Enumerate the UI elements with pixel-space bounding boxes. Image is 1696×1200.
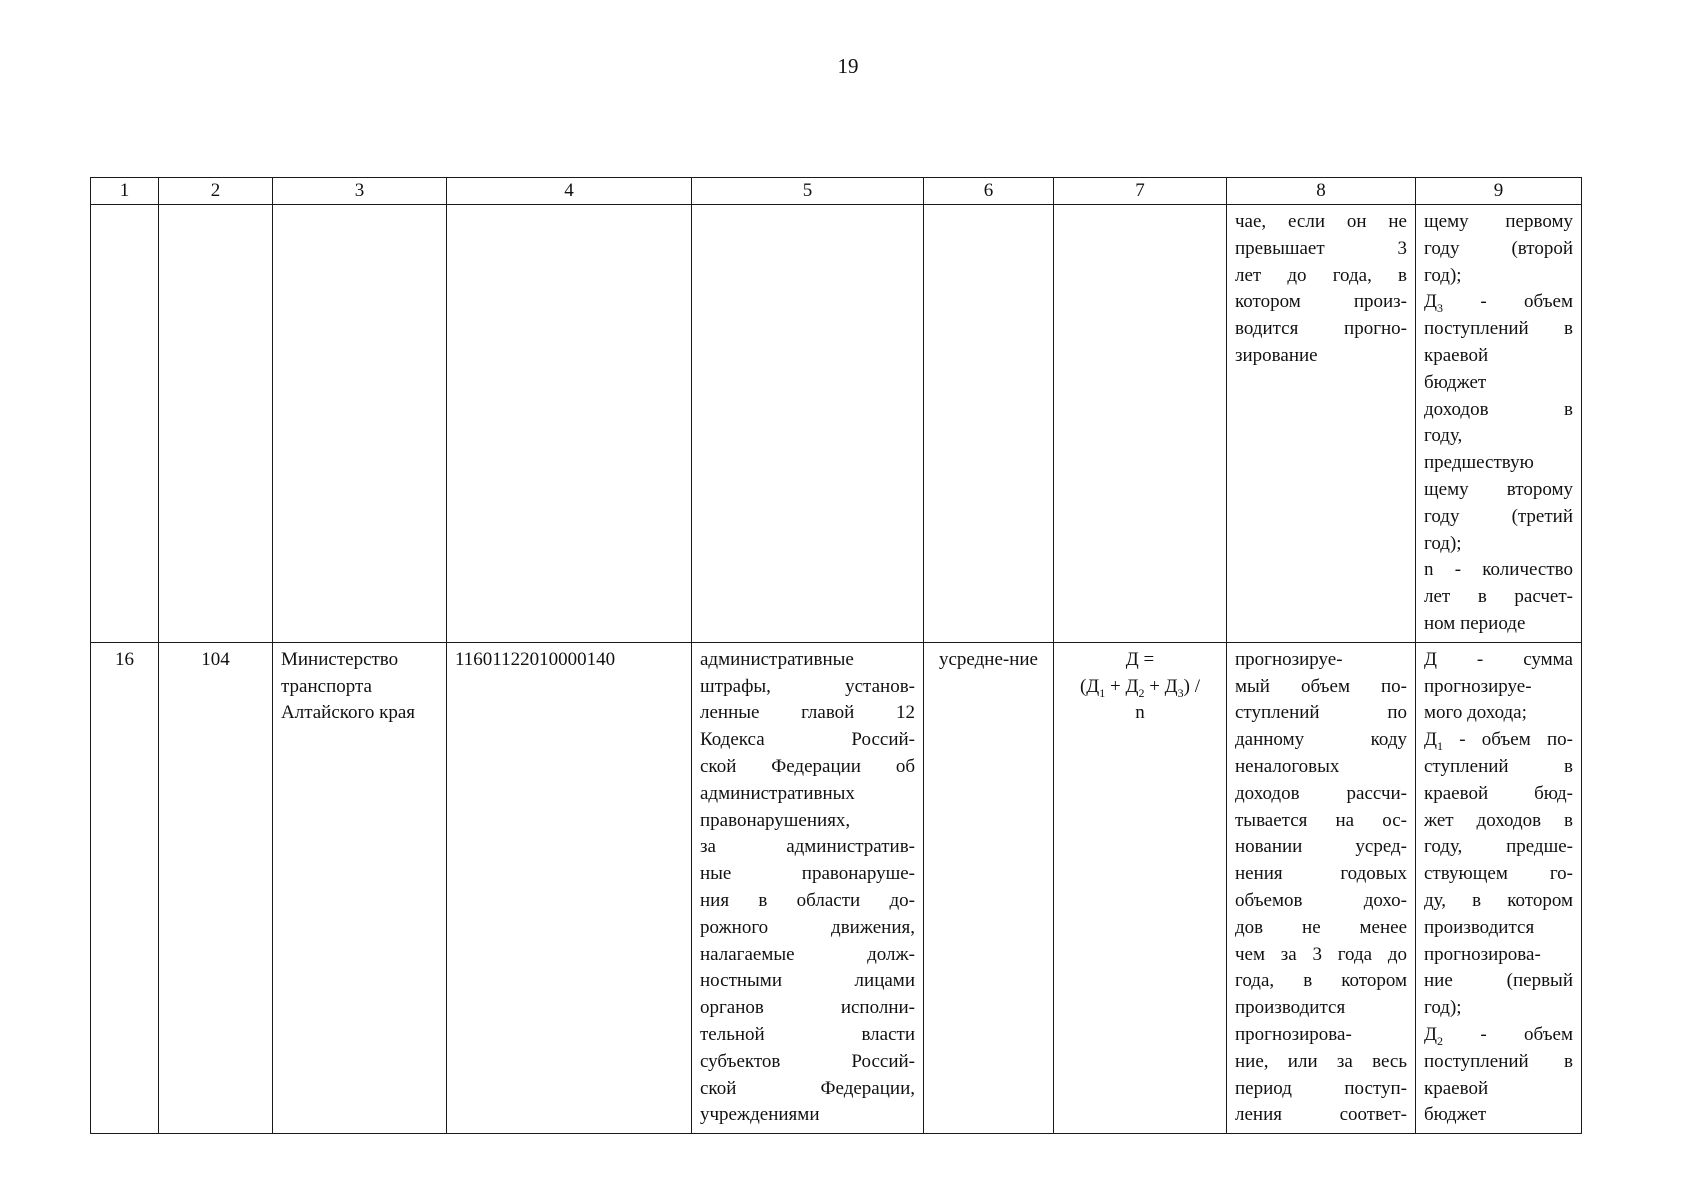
text-line: ления соответ- bbox=[1235, 1104, 1407, 1126]
forecast-method-description bbox=[1227, 642, 1416, 1133]
table-cell-empty bbox=[924, 205, 1054, 643]
formula-legend-cont bbox=[1416, 205, 1582, 643]
text-line: административных bbox=[700, 782, 855, 804]
text-line: ные правонаруше- bbox=[700, 863, 915, 885]
text-line: ской Федерации об bbox=[700, 755, 915, 777]
text-line: ской Федерации, bbox=[700, 1077, 915, 1099]
text-line: n - количество bbox=[1424, 559, 1573, 581]
text-line: ние, или за весь bbox=[1235, 1050, 1407, 1072]
text-line: году, предше- bbox=[1424, 836, 1573, 858]
forecast-method: усредне-ние bbox=[924, 642, 1054, 1133]
text-line: период поступ- bbox=[1235, 1077, 1407, 1099]
text-line: жет доходов в bbox=[1424, 809, 1573, 831]
column-header: 3 bbox=[273, 178, 447, 205]
text-line: правонарушениях, bbox=[700, 809, 851, 831]
text-line: прогнозирова- bbox=[1235, 1023, 1352, 1045]
text-line: котором произ- bbox=[1235, 291, 1407, 313]
formula-line-1: Д = bbox=[1125, 648, 1155, 670]
text-line: год); bbox=[1424, 997, 1462, 1019]
column-header: 6 bbox=[924, 178, 1054, 205]
text-line: краевой bbox=[1424, 344, 1489, 366]
text-line: $Д_2$ - объем bbox=[1424, 1023, 1573, 1048]
text-line: учреждениями bbox=[700, 1104, 820, 1126]
text-line: краевой бюд- bbox=[1424, 782, 1573, 804]
text-line: прогнозирова- bbox=[1424, 943, 1541, 965]
revenue-method-table bbox=[90, 177, 1582, 1134]
admin-code: 104 bbox=[159, 642, 273, 1133]
text-line: чем за 3 года до bbox=[1235, 943, 1407, 965]
text-line: прогнозируе- bbox=[1424, 675, 1532, 697]
formula-legend bbox=[1416, 642, 1582, 1133]
text-line: органов исполни- bbox=[700, 997, 915, 1019]
text-line: бюджет bbox=[1424, 1104, 1487, 1126]
column-header: 4 bbox=[447, 178, 692, 205]
text-line: прогнозируе- bbox=[1235, 648, 1343, 670]
table-cell-empty bbox=[159, 205, 273, 643]
text-line: производится bbox=[1424, 916, 1535, 938]
text-line: зирование bbox=[1235, 344, 1318, 366]
column-header: 5 bbox=[692, 178, 924, 205]
formula-line-2: $(Д_1 + Д_2 + Д_3)$ / bbox=[1079, 675, 1201, 700]
text-line: административные bbox=[700, 648, 854, 670]
text-line: году (третий bbox=[1424, 505, 1573, 527]
text-line: за административ- bbox=[700, 836, 915, 858]
text-line: доходов в bbox=[1424, 398, 1573, 420]
text-line: щему первому bbox=[1424, 211, 1573, 232]
table-row-16 bbox=[91, 642, 1582, 1133]
text-line: лет до года, в bbox=[1235, 264, 1407, 286]
table-cell-empty bbox=[447, 205, 692, 643]
text-line: года, в котором bbox=[1235, 970, 1407, 992]
text-line: бюджет bbox=[1424, 371, 1487, 393]
text-line: $Д_3$ - объем bbox=[1424, 291, 1573, 316]
text-line: нения годовых bbox=[1235, 863, 1407, 885]
text-line: году (второй bbox=[1424, 237, 1573, 259]
text-line: ствующем го- bbox=[1424, 863, 1573, 885]
text-line: тывается на ос- bbox=[1235, 809, 1407, 831]
text-line: превышает 3 bbox=[1235, 237, 1407, 259]
text-line: ния в области до- bbox=[700, 889, 915, 911]
text-line: тельной власти bbox=[700, 1023, 915, 1045]
text-line: данному коду bbox=[1235, 729, 1407, 751]
table-row-continued bbox=[91, 205, 1582, 643]
calculation-formula bbox=[1054, 642, 1227, 1133]
text-line: ностными лицами bbox=[700, 970, 915, 992]
column-number-row bbox=[91, 178, 1582, 205]
administrator-name: Министерство транспорта Алтайского края bbox=[273, 642, 447, 1133]
text-line: рожного движения, bbox=[700, 916, 915, 938]
text-line: ленные главой 12 bbox=[700, 702, 915, 724]
table-cell-empty bbox=[273, 205, 447, 643]
text-line: мый объем по- bbox=[1235, 675, 1407, 697]
table-cell-empty bbox=[1054, 205, 1227, 643]
column-header: 2 bbox=[159, 178, 273, 205]
text-line: мого дохода; bbox=[1424, 702, 1527, 724]
text-line: субъектов Россий- bbox=[700, 1050, 915, 1072]
text-line: поступлений в bbox=[1424, 318, 1573, 340]
text-line: новании усред- bbox=[1235, 836, 1407, 858]
text-line: ступлений по bbox=[1235, 702, 1407, 724]
text-line: Д - сумма bbox=[1424, 648, 1573, 670]
budget-classification-code: 11601122010000140 bbox=[447, 642, 692, 1133]
column-header: 9 bbox=[1416, 178, 1582, 205]
table-cell-empty bbox=[91, 205, 159, 643]
text-line: предшествую bbox=[1424, 452, 1534, 474]
table-cell-empty bbox=[692, 205, 924, 643]
column-header: 1 bbox=[91, 178, 159, 205]
text-line: дов не менее bbox=[1235, 916, 1407, 938]
text-line: производится bbox=[1235, 997, 1346, 1019]
text-line: лет в расчет- bbox=[1424, 586, 1573, 608]
forecast-method-description-cont bbox=[1227, 205, 1416, 643]
text-line: доходов рассчи- bbox=[1235, 782, 1407, 804]
text-line: $Д_1$ - объем по- bbox=[1424, 729, 1573, 753]
text-line: налагаемые долж- bbox=[700, 943, 915, 965]
text-line: год); bbox=[1424, 264, 1462, 286]
text-line: объемов дохо- bbox=[1235, 889, 1407, 911]
text-line: штрафы, установ- bbox=[700, 675, 915, 697]
text-line: ном периоде bbox=[1424, 612, 1526, 634]
text-line: водится прогно- bbox=[1235, 318, 1407, 340]
text-line: Кодекса Россий- bbox=[700, 729, 915, 751]
page-number: 19 bbox=[837, 54, 859, 78]
text-line: году, bbox=[1424, 425, 1463, 447]
text-line: год); bbox=[1424, 532, 1462, 554]
row-number: 16 bbox=[91, 642, 159, 1133]
text-line: ду, в котором bbox=[1424, 889, 1573, 911]
column-header: 8 bbox=[1227, 178, 1416, 205]
text-line: поступлений в bbox=[1424, 1050, 1573, 1072]
text-line: ступлений в bbox=[1424, 755, 1573, 777]
text-line: щему второму bbox=[1424, 478, 1573, 500]
text-line: ние (первый bbox=[1424, 970, 1573, 992]
text-line: неналоговых bbox=[1235, 755, 1340, 777]
text-line: чае, если он не bbox=[1235, 211, 1407, 232]
column-header: 7 bbox=[1054, 178, 1227, 205]
revenue-description bbox=[692, 642, 924, 1133]
text-line: краевой bbox=[1424, 1077, 1489, 1099]
formula-line-3: n bbox=[1135, 702, 1145, 724]
